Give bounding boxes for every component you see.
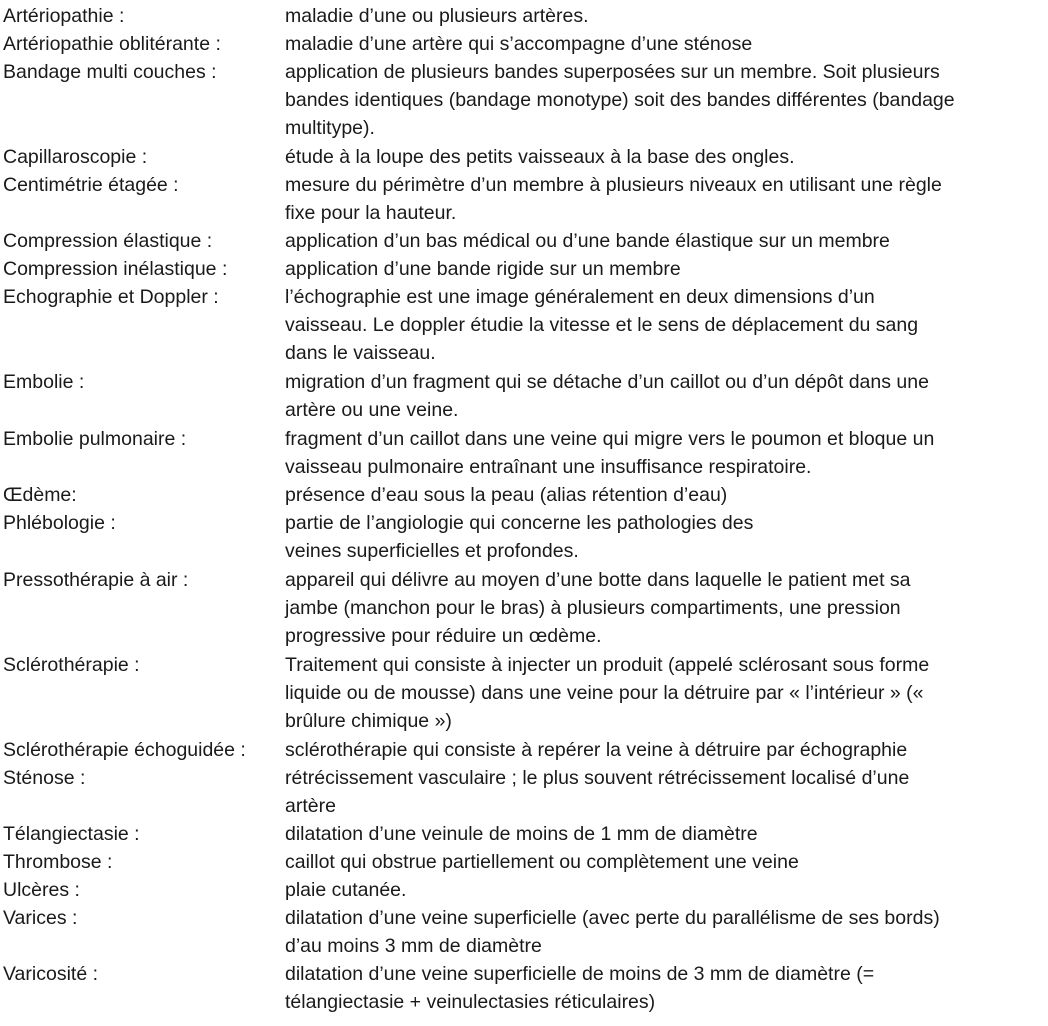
- glossary-entry: [3, 368, 1045, 424]
- glossary-term: Télangiectasie :: [3, 823, 140, 845]
- definition-line: maladie d’une ou plusieurs artères.: [285, 5, 589, 27]
- glossary-term: Artériopathie :: [3, 5, 125, 27]
- glossary-term: Varicosité :: [3, 963, 99, 985]
- glossary-entry: [3, 820, 1045, 848]
- definition-line: application d’une bande rigide sur un membre: [285, 258, 681, 280]
- definition-line: fragment d’un caillot dans une veine qui migre vers le poumon et bloque un: [285, 428, 935, 450]
- glossary-term: Embolie pulmonaire :: [3, 428, 187, 450]
- definition-line: artère: [285, 795, 336, 817]
- glossary-entry: [3, 848, 1045, 876]
- glossary-definition: [285, 227, 1045, 255]
- definition-line: plaie cutanée.: [285, 879, 407, 901]
- glossary-entry: [3, 425, 1045, 481]
- glossary-entry: [3, 2, 1045, 30]
- glossary-definition: [285, 566, 1045, 650]
- glossary-definition: [285, 171, 1045, 227]
- definition-line: télangiectasie + veinulectasies réticulaires): [285, 991, 656, 1013]
- glossary-term: Phlébologie :: [3, 512, 116, 534]
- definition-line: brûlure chimique »): [285, 710, 452, 732]
- glossary-term: Ulcères :: [3, 879, 80, 901]
- definition-line: présence d’eau sous la peau (alias rétention d’eau): [285, 484, 728, 506]
- glossary-entry: [3, 736, 1045, 764]
- definition-line: partie de l’angiologie qui concerne les pathologies des: [285, 512, 754, 534]
- glossary-term: Œdème:: [3, 484, 77, 506]
- definition-line: migration d’un fragment qui se détache d’un caillot ou d’un dépôt dans une: [285, 371, 929, 393]
- glossary: [3, 2, 1045, 1016]
- definition-line: liquide ou de mousse) dans une veine pour la détruire par « l’intérieur » («: [285, 682, 924, 704]
- definition-line: application de plusieurs bandes superposées sur un membre. Soit plusieurs: [285, 61, 940, 83]
- definition-line: vaisseau pulmonaire entraînant une insuffisance respiratoire.: [285, 456, 812, 478]
- glossary-entry: [3, 904, 1045, 960]
- glossary-term: Embolie :: [3, 371, 85, 393]
- definition-line: caillot qui obstrue partiellement ou complètement une veine: [285, 851, 799, 873]
- glossary-definition: [285, 736, 1045, 764]
- glossary-term: Compression élastique :: [3, 230, 213, 252]
- glossary-entry: [3, 651, 1045, 735]
- glossary-definition: [285, 143, 1045, 171]
- definition-line: application d’un bas médical ou d’une bande élastique sur un membre: [285, 230, 890, 252]
- definition-line: maladie d’une artère qui s’accompagne d’une sténose: [285, 33, 753, 55]
- definition-line: progressive pour réduire un œdème.: [285, 625, 602, 647]
- definition-line: jambe (manchon pour le bras) à plusieurs compartiments, une pression: [285, 597, 901, 619]
- definition-line: bandes identiques (bandage monotype) soit des bandes différentes (bandage: [285, 89, 955, 111]
- glossary-entry: [3, 764, 1045, 820]
- glossary-term: Echographie et Doppler :: [3, 286, 219, 308]
- glossary-definition: [285, 368, 1045, 424]
- glossary-term: Capillaroscopie :: [3, 146, 148, 168]
- glossary-definition: [285, 255, 1045, 283]
- glossary-definition: [285, 58, 1045, 142]
- glossary-term: Artériopathie oblitérante :: [3, 33, 221, 55]
- definition-line: l’échographie est une image généralement en deux dimensions d’un: [285, 286, 875, 308]
- definition-line: Traitement qui consiste à injecter un produit (appelé sclérosant sous forme: [285, 654, 930, 676]
- definition-line: appareil qui délivre au moyen d’une botte dans laquelle le patient met sa: [285, 569, 911, 591]
- glossary-definition: [285, 960, 1045, 1016]
- glossary-definition: [285, 509, 1045, 565]
- glossary-entry: [3, 58, 1045, 142]
- glossary-entry: [3, 283, 1045, 367]
- glossary-definition: [285, 283, 1045, 367]
- glossary-term: Centimétrie étagée :: [3, 174, 179, 196]
- glossary-term: Sténose :: [3, 767, 86, 789]
- glossary-entry: [3, 481, 1045, 509]
- glossary-entry: [3, 227, 1045, 255]
- glossary-definition: [285, 425, 1045, 481]
- glossary-entry: [3, 566, 1045, 650]
- glossary-definition: [285, 904, 1045, 960]
- definition-line: dans le vaisseau.: [285, 342, 436, 364]
- definition-line: dilatation d’une veinule de moins de 1 mm de diamètre: [285, 823, 758, 845]
- glossary-definition: [285, 764, 1045, 820]
- glossary-entry: [3, 143, 1045, 171]
- definition-line: dilatation d’une veine superficielle (avec perte du parallélisme de ses bords): [285, 907, 940, 929]
- glossary-entry: [3, 171, 1045, 227]
- definition-line: d’au moins 3 mm de diamètre: [285, 935, 542, 957]
- glossary-definition: [285, 820, 1045, 848]
- glossary-term: Bandage multi couches :: [3, 61, 217, 83]
- glossary-entry: [3, 255, 1045, 283]
- definition-line: artère ou une veine.: [285, 399, 459, 421]
- glossary-definition: [285, 2, 1045, 30]
- glossary-entry: [3, 960, 1045, 1016]
- glossary-definition: [285, 481, 1045, 509]
- definition-line: étude à la loupe des petits vaisseaux à la base des ongles.: [285, 146, 795, 168]
- definition-line: dilatation d’une veine superficielle de moins de 3 mm de diamètre (=: [285, 963, 875, 985]
- definition-line: rétrécissement vasculaire ; le plus souvent rétrécissement localisé d’une: [285, 767, 910, 789]
- glossary-term: Sclérothérapie :: [3, 654, 140, 676]
- glossary-entry: [3, 876, 1045, 904]
- definition-line: vaisseau. Le doppler étudie la vitesse et le sens de déplacement du sang: [285, 314, 919, 336]
- glossary-definition: [285, 848, 1045, 876]
- definition-line: veines superficielles et profondes.: [285, 540, 579, 562]
- glossary-entry: [3, 509, 1045, 565]
- glossary-definition: [285, 30, 1045, 58]
- definition-line: sclérothérapie qui consiste à repérer la veine à détruire par échographie: [285, 739, 908, 761]
- glossary-term: Pressothérapie à air :: [3, 569, 189, 591]
- definition-line: multitype).: [285, 117, 375, 139]
- glossary-term: Thrombose :: [3, 851, 113, 873]
- definition-line: mesure du périmètre d’un membre à plusieurs niveaux en utilisant une règle: [285, 174, 942, 196]
- glossary-term: Varices :: [3, 907, 78, 929]
- glossary-definition: [285, 876, 1045, 904]
- glossary-definition: [285, 651, 1045, 735]
- glossary-term: Compression inélastique :: [3, 258, 228, 280]
- glossary-entry: [3, 30, 1045, 58]
- glossary-term: Sclérothérapie échoguidée :: [3, 739, 246, 761]
- definition-line: fixe pour la hauteur.: [285, 202, 457, 224]
